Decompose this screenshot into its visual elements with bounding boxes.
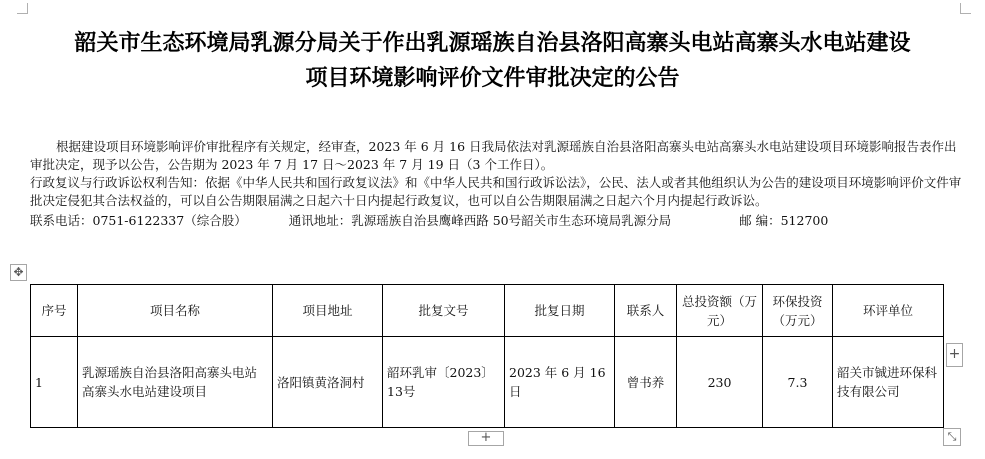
rights-notice-paragraph: 行政复议与行政诉讼权利告知：依据《中华人民共和国行政复议法》和《中华人民共和国行政诉讼法》，公民、法人或者其他组织认为公告的建设项目环境影响评价文件审批决定侵犯其合法权益的，可以自公告期限届满之日起六十日内提起行政复议，也可以自公告期限届满之日起六个月内提起行政诉讼。 (30, 175, 962, 208)
cell-project-name[interactable]: 乳源瑶族自治县洛阳高寨头电站高寨头水电站建设项目 (78, 337, 273, 428)
cell-project-address[interactable]: 洛阳镇黄洛洞村 (273, 337, 383, 428)
header-cell-approval-date: 批复日期 (505, 285, 615, 337)
contact-address: 通讯地址：乳源瑶族自治县鹰峰西路 50号韶关市生态环境局乳源分局 (288, 213, 672, 228)
header-cell-project-address: 项目地址 (273, 285, 383, 337)
document-title (20, 26, 965, 96)
table-row (31, 337, 944, 428)
plus-icon: + (948, 346, 961, 362)
approval-table (30, 284, 944, 428)
contact-phone: 联系电话：0751-6122337（综合股） (30, 213, 247, 228)
cell-contact[interactable]: 曾书养 (615, 337, 677, 428)
announcement-paragraph: 根据建设项目环境影响评价审批程序有关规定，经审查，2023 年 6 月 16 日我局依法对乳源瑶族自治县洛阳高寨头电站高寨头水电站建设项目环境影响报告表作出审批决定，现予以公告，公告期为 2023 年 7 月 17 日～2023 年 7 月 19 日（3 个工作日）。 (30, 139, 957, 172)
cell-approval-number[interactable]: 韶环乳审〔2023〕13号 (383, 337, 505, 428)
header-cell-approval-number: 批复文号 (383, 285, 505, 337)
title-line-1: 韶关市生态环境局乳源分局关于作出乳源瑶族自治县洛阳高寨头电站高寨头水电站建设 (74, 31, 911, 56)
add-row-button[interactable] (468, 431, 504, 446)
page-corner-mark-right (960, 3, 971, 14)
title-line-2: 项目环境影响评价文件审批决定的公告 (305, 66, 680, 91)
table-move-icon[interactable]: ✥ (10, 264, 27, 281)
contact-postcode: 邮 编：512700 (739, 213, 829, 228)
header-cell-eia-unit: 环评单位 (833, 285, 944, 337)
page-corner-mark-left (17, 3, 28, 14)
header-cell-total-investment: 总投资额（万元） (677, 285, 763, 337)
contact-line (30, 212, 962, 230)
cell-eia-unit[interactable]: 韶关市铖进环保科技有限公司 (833, 337, 944, 428)
header-cell-env-investment: 环保投资（万元） (763, 285, 833, 337)
header-cell-project-name: 项目名称 (78, 285, 273, 337)
table-resize-icon[interactable]: ⤡ (943, 428, 961, 446)
cell-index[interactable]: 1 (31, 337, 78, 428)
table-header-row (31, 285, 944, 337)
cell-env-investment[interactable]: 7.3 (763, 337, 833, 428)
document-body (30, 138, 962, 230)
add-column-button[interactable] (946, 343, 963, 367)
header-cell-index: 序号 (31, 285, 78, 337)
cell-approval-date[interactable]: 2023 年 6 月 16 日 (505, 337, 615, 428)
header-cell-contact: 联系人 (615, 285, 677, 337)
cell-total-investment[interactable]: 230 (677, 337, 763, 428)
plus-icon: + (480, 430, 492, 445)
